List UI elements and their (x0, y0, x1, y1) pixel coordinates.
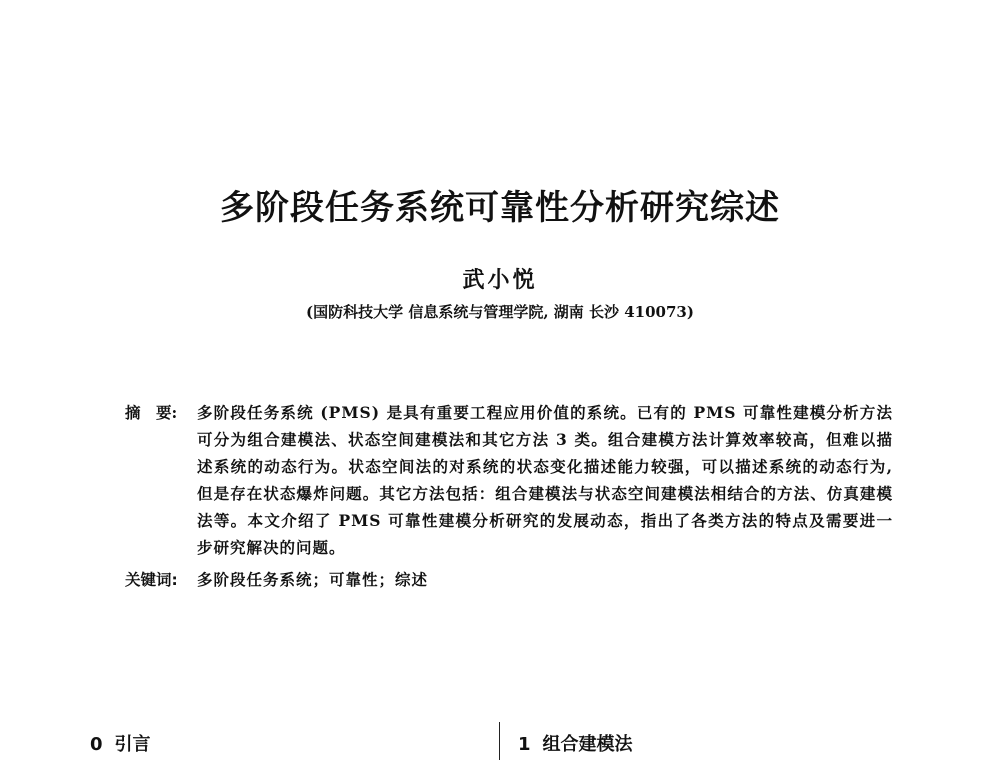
section-title: 组合建模法 (542, 734, 633, 755)
section-heading-combinatorial-modeling (518, 733, 633, 757)
section-heading-introduction (90, 733, 151, 757)
keywords-block (125, 566, 895, 594)
section-number: 1 (518, 734, 531, 755)
author-name: 武小悦 (462, 267, 538, 293)
section-title: 引言 (114, 734, 151, 755)
column-divider (499, 722, 500, 760)
paper-title: 多阶段任务系统可靠性分析研究综述 (220, 188, 780, 228)
keywords-label: 关键词: (125, 571, 178, 589)
author-affiliation: (国防科技大学 信息系统与管理学院, 湖南 长沙 410073) (306, 303, 694, 321)
section-number: 0 (90, 734, 103, 755)
keywords-text: 多阶段任务系统；可靠性；综述 (197, 570, 429, 589)
abstract-label: 摘 要: (125, 403, 178, 422)
abstract-text: 多阶段任务系统 (PMS) 是具有重要工程应用价值的系统。已有的 PMS 可靠性建模分析方法可分为组合建模法、状态空间建模法和其它方法 3 类。组合建模方法计算效率较高，但难以描述系统的动态行为。状态空间法的对系统的状态变化描述能力较强，可以描述系统的动态行为,但是存在状态爆炸问题。其它方法包括：组合建模法与状态空间建模法相结合的方法、仿真建模法等。本文介绍了 PMS 可靠性建模分析研究的发展动态，指出了各类方法的特点及需要进一步研究解决的问题。 (197, 403, 893, 557)
